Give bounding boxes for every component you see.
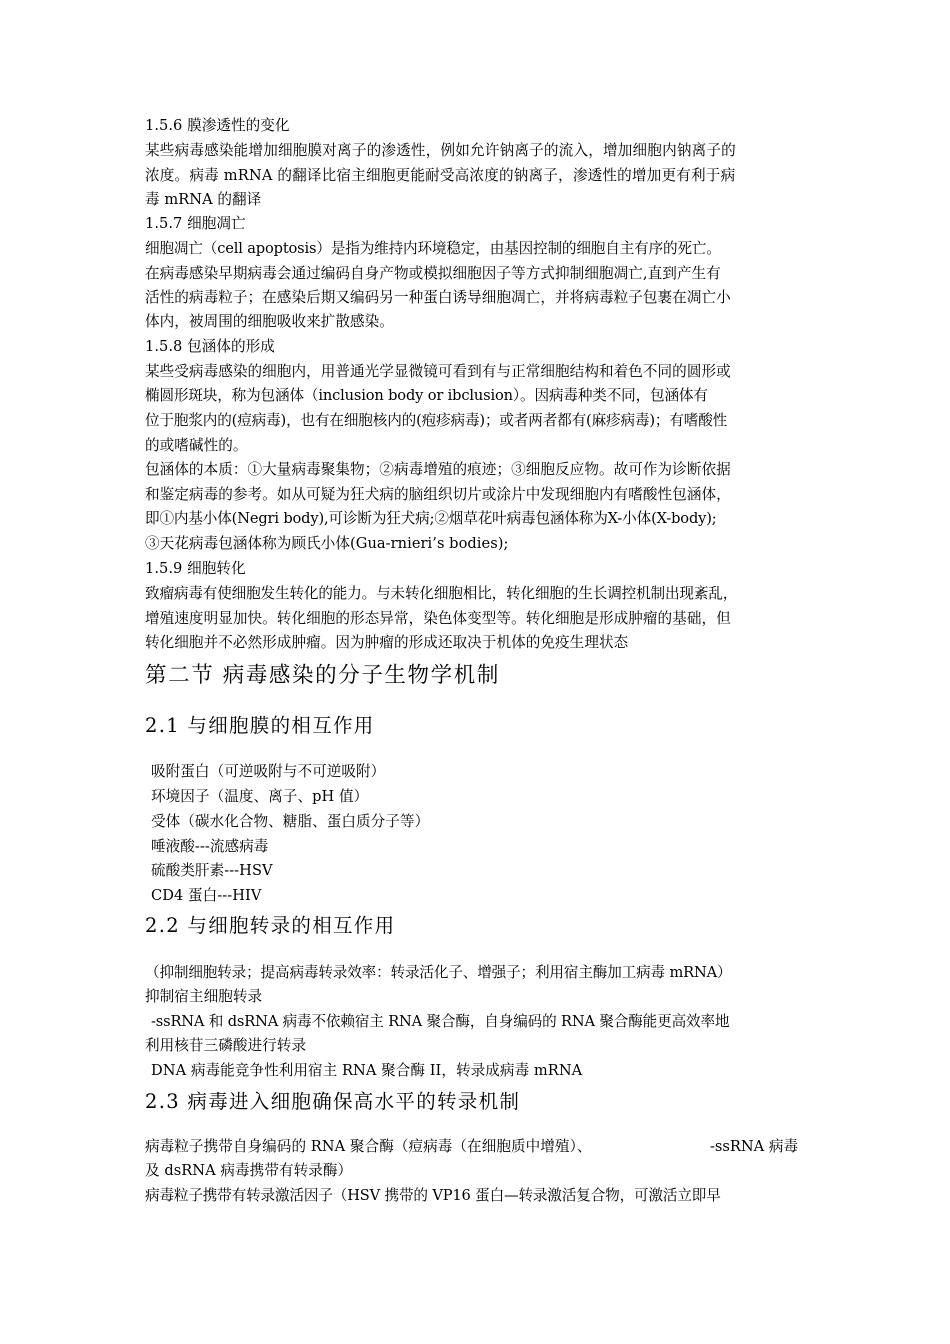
section-heading-1-5-9: 1.5.9 细胞转化 (145, 560, 246, 577)
paragraph-line: 位于胞浆内的(痘病毒)，也有在细胞核内的(疱疹病毒)；或者两者都有(麻疹病毒)；有嗜酸性 (145, 412, 728, 429)
section-heading-1-5-8: 1.5.8 包涵体的形成 (145, 338, 275, 355)
section-heading-1-5-6: 1.5.6 膜渗透性的变化 (145, 117, 290, 134)
paragraph-line: -ssRNA 和 dsRNA 病毒不依赖宿主 RNA 聚合酶，自身编码的 RNA 聚合酶能更高效率地 (151, 1013, 730, 1030)
paragraph-line: 及 dsRNA 病毒携带有转录酶） (145, 1162, 353, 1179)
paragraph-line-right: -ssRNA 病毒 (710, 1138, 799, 1155)
paragraph-line: DNA 病毒能竞争性利用宿主 RNA 聚合酶 II，转录成病毒 mRNA (151, 1062, 583, 1079)
list-item: 吸附蛋白（可逆吸附与不可逆吸附） (151, 763, 386, 780)
section-heading-2-1: 2.1 与细胞膜的相互作用 (145, 714, 375, 737)
section-heading-1-5-7: 1.5.7 细胞凋亡 (145, 215, 246, 232)
paragraph-line: 体内，被周围的细胞吸收来扩散感染。 (145, 313, 394, 330)
paragraph-line: 活性的病毒粒子；在感染后期又编码另一种蛋白诱导细胞凋亡，并将病毒粒子包裹在凋亡小 (145, 289, 731, 306)
paragraph-line: 和鉴定病毒的参考。如从可疑为狂犬病的脑组织切片或涂片中发现细胞内有嗜酸性包涵体， (145, 486, 731, 503)
paragraph-line: 椭圆形斑块，称为包涵体（inclusion body or ibclusion）。因病毒种类不同，包涵体有 (145, 387, 708, 404)
paragraph-line: 病毒粒子携带有转录激活因子（HSV 携带的 VP16 蛋白—转录激活复合物，可激活立即早 (145, 1187, 721, 1204)
paragraph-line: 的或嗜碱性的。 (145, 437, 248, 454)
section-heading-2-3: 2.3 病毒进入细胞确保高水平的转录机制 (145, 1090, 521, 1113)
list-item: CD4 蛋白---HIV (151, 887, 262, 904)
paragraph-line: 增殖速度明显加快。转化细胞的形态异常，染色体变型等。转化细胞是形成肿瘤的基础，但 (145, 610, 731, 627)
list-item: 唾液酸---流感病毒 (151, 838, 269, 855)
paragraph-line: 致瘤病毒有使细胞发生转化的能力。与未转化细胞相比，转化细胞的生长调控机制出现紊乱， (145, 585, 738, 602)
paragraph-line: 浓度。病毒 mRNA 的翻译比宿主细胞更能耐受高浓度的钠离子，渗透性的增加更有利于病 (145, 167, 736, 184)
paragraph-line: 即①内基小体(Negri body),可诊断为狂犬病;②烟草花叶病毒包涵体称为X-小体(X-body); (145, 510, 717, 527)
paragraph-line: 抑制宿主细胞转录 (145, 988, 263, 1005)
paragraph-line: 包涵体的本质：①大量病毒聚集物；②病毒增殖的痕迹；③细胞反应物。故可作为诊断依据 (145, 461, 731, 478)
paragraph-line: 在病毒感染早期病毒会通过编码自身产物或模拟细胞因子等方式抑制细胞凋亡,直到产生有 (145, 265, 721, 282)
paragraph-line: 转化细胞并不必然形成肿瘤。因为肿瘤的形成还取决于机体的免疫生理状态 (145, 634, 629, 651)
list-item: 受体（碳水化合物、糖脂、蛋白质分子等） (151, 813, 430, 830)
paragraph-line: （抑制细胞转录；提高病毒转录效率：转录活化子、增强子；利用宿主酶加工病毒 mRNA） (145, 964, 732, 981)
list-item: 硫酸类肝素---HSV (151, 862, 273, 879)
paragraph-line: ③天花病毒包涵体称为顾氏小体(Gua-rnieri’s bodies); (145, 535, 509, 552)
paragraph-line: 某些受病毒感染的细胞内，用普通光学显微镜可看到有与正常细胞结构和着色不同的圆形或 (145, 363, 731, 380)
list-item: 环境因子（温度、离子、pH 值） (151, 788, 369, 805)
chapter-section-title: 第二节 病毒感染的分子生物学机制 (145, 663, 500, 688)
paragraph-line: 利用核苷三磷酸进行转录 (145, 1037, 307, 1054)
section-heading-2-2: 2.2 与细胞转录的相互作用 (145, 914, 396, 937)
paragraph-line: 毒 mRNA 的翻译 (145, 191, 262, 208)
paragraph-line: 病毒粒子携带自身编码的 RNA 聚合酶（痘病毒（在细胞质中增殖）、 (145, 1138, 592, 1155)
paragraph-line: 某些病毒感染能增加细胞膜对离子的渗透性，例如允许钠离子的流入，增加细胞内钠离子的 (145, 142, 736, 159)
paragraph-line: 细胞凋亡（cell apoptosis）是指为维持内环境稳定，由基因控制的细胞自主有序的死亡。 (145, 240, 721, 257)
